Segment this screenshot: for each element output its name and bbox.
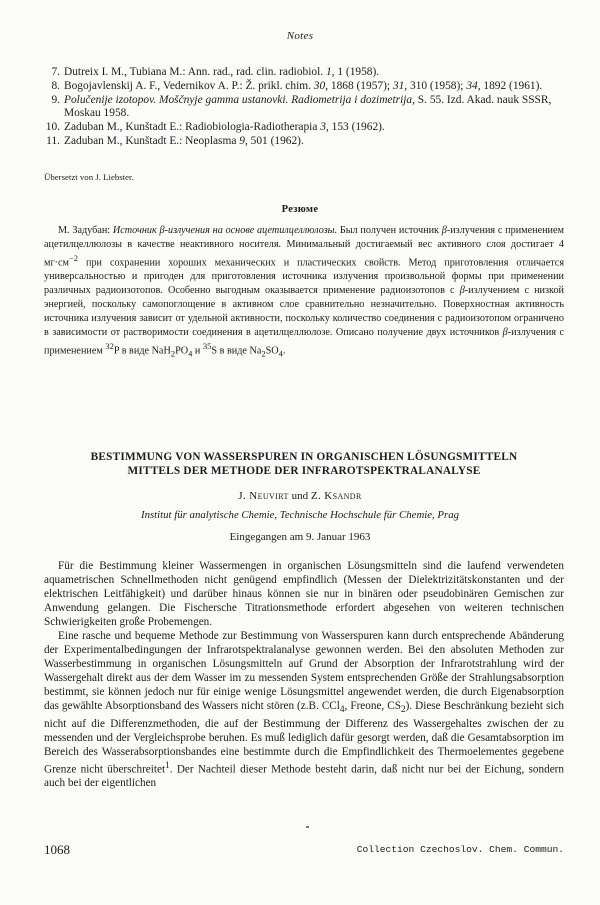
running-head: Notes xyxy=(286,30,314,42)
article-authors: J. Neuvirt und Z. Ksandr xyxy=(238,490,362,502)
article-title-line: BESTIMMUNG VON WASSERSPUREN IN ORGANISCHEN LÖSUNGSMITTELN xyxy=(90,451,518,463)
volume: 31 xyxy=(392,79,405,92)
abstract-title: Источник β-излучения на основе ацетилцеллюлозы. xyxy=(112,225,338,236)
reference-number: 9. xyxy=(51,93,60,106)
volume: 30 xyxy=(313,79,326,92)
body-paragraph: Für die Bestimmung kleiner Wassermengen in organischen Lösungsmitteln sind die laufend verwendeten aquametrischen Schnellmethoden nicht genügend empfindlich (Messen der Dielektrizitätskonstanten und der elektrischen Leitfähigkeit) und darüber hinaus können sie nur in binären oder pseudobinären Gemischen zur Anwendung gelangen. Die Fischersche Titrationsmethode erfordert abgesehen von weiteren technischen Schwierigkeiten große Probemengen. xyxy=(44,560,564,628)
received-date: Eingegangen am 9. Januar 1963 xyxy=(229,531,371,543)
reference-item: 10. Zaduban M., Kunštadt E.: Radiobiologia-Radiotherapia 3, 153 (1962). xyxy=(45,121,385,134)
reference-item: 7. Dutreix I. M., Tubiana M.: Ann. rad., rad. clin. radiobiol. 1, 1 (1958). xyxy=(44,66,564,80)
translator-note: Übersetzt von J. Liebster. xyxy=(44,172,134,182)
abstract-author: М. Задубан: xyxy=(58,225,111,236)
russian-abstract: М. Задубан: Источник β-излучения на основе ацетилцеллюлозы. Был получен источник β-излучения с применением ацетилцеллюлозы в качестве неактивного носителя. Минимальный достигаемый вес активного слоя достигает 4 $мг\cdot см^{-2}$ при сохранении хороших механических и пластических свойств. Метод приготовления отличается универсальностью и пригоден для приготовления источника излучения произвольной формы при применении различных радиоизотопов. Особенно выгодным оказывается применение радиоизотопов с β-излучением с низкой энергией, поскольку самопоглощение в активном слое сравнительно незначительно. Поверхностная активность источника излучения зависит от удельной активности, поскольку количество соединения с радиоизотопом ограничено в зависимости от растворимости соединения в ацетилцеллюлозе. Описано получение двух источников β-излучения с применением $^{32}$P в виде $NaH_2PO_4$ и $^{35}$S в виде $Na_2SO_4$. xyxy=(44,225,564,359)
reference-number: 11. xyxy=(46,134,60,147)
volume: 1 xyxy=(325,66,332,78)
article-title xyxy=(44,450,564,478)
reference-item: 9. Polučenije izotopov. Moščnyje gamma ustanovki. Radiometrija i dozimetrija, S. 55. Izd. Akad. nauk SSSR, Moskau 1958. xyxy=(44,94,564,122)
reference-item: 11. Zaduban M., Kunštadt E.: Neoplasma 9, 501 (1962). xyxy=(44,135,564,149)
book-title: Polučenije izotopov. Moščnyje gamma ustanovki. Radiometrija i dozimetrija, xyxy=(64,93,415,106)
article-body xyxy=(44,560,564,791)
volume: 3 xyxy=(320,121,326,134)
author: Z. Ksandr xyxy=(310,490,362,502)
article-title-line: MITTELS DER METHODE DER INFRAROTSPEKTRALANALYSE xyxy=(127,465,481,477)
reference-number: 10. xyxy=(45,121,60,134)
page-number: 1068 xyxy=(44,842,70,857)
author: J. Neuvirt xyxy=(238,490,289,502)
reference-list xyxy=(44,66,564,149)
reference-number: 7. xyxy=(51,66,60,78)
volume: 34 xyxy=(466,79,478,92)
institute: Institut für analytische Chemie, Technische Hochschule für Chemie, Prag xyxy=(140,509,460,521)
reference-number: 8. xyxy=(51,79,60,92)
volume: 9 xyxy=(239,134,245,147)
journal-name: Collection Czechoslov. Chem. Commun. xyxy=(356,844,564,855)
footnote-marker: 1 xyxy=(165,760,170,771)
reference-item: 8. Bogojavlenskij A. F., Vedernikov A. P.: Ž. prikl. chim. 30, 1868 (1957); 31, 310 (1958); 34, 1892 (1961). xyxy=(44,80,564,94)
scan-artifact xyxy=(306,826,309,828)
abstract-heading: Резюме xyxy=(281,204,319,215)
body-paragraph: Eine rasche und bequeme Methode zur Bestimmung von Wasserspuren kann durch entsprechende Abänderung der Experimentalbedingungen der Infrarotspektralanalyse gewonnen werden. Bei den absoluten Methoden zur Wasserbestimmung in organischen Lösungsmitteln auf Grund der Absorption der Infrarotstrahlung wird der Wassergehalt direkt aus der dem Wasser im zu messenden System entsprechenden Größe der Strahlungsabsorption bestimmt, sie können jedoch nur für einige wenige Lösungsmittel angewendet werden, die durch Eigenabsorption das gewählte Absorptionsband des Wassers nicht stören (z.B. CCl$_4$, Freone, $CS_2$). Diese Beschränkung bezieht sich nicht auf die Differenzmethoden, die auf der Bestimmung der Differenz des Wassergehaltes zwischen der zu messenden und der Vergleichsprobe beruhen. Es muß lediglich dafür gesorgt werden, daß die Gesamtabsorption im Bereich des Wasserabsorptionsbandes eine bestimmte durch die Empfindlichkeit des Thermoelementes gegebene Grenze nicht überschreitet$^1$. Der Nachteil dieser Methode besteht darin, daß nicht nur bei der Eichung, sondern auch bei der eigentlichen xyxy=(44,629,565,790)
